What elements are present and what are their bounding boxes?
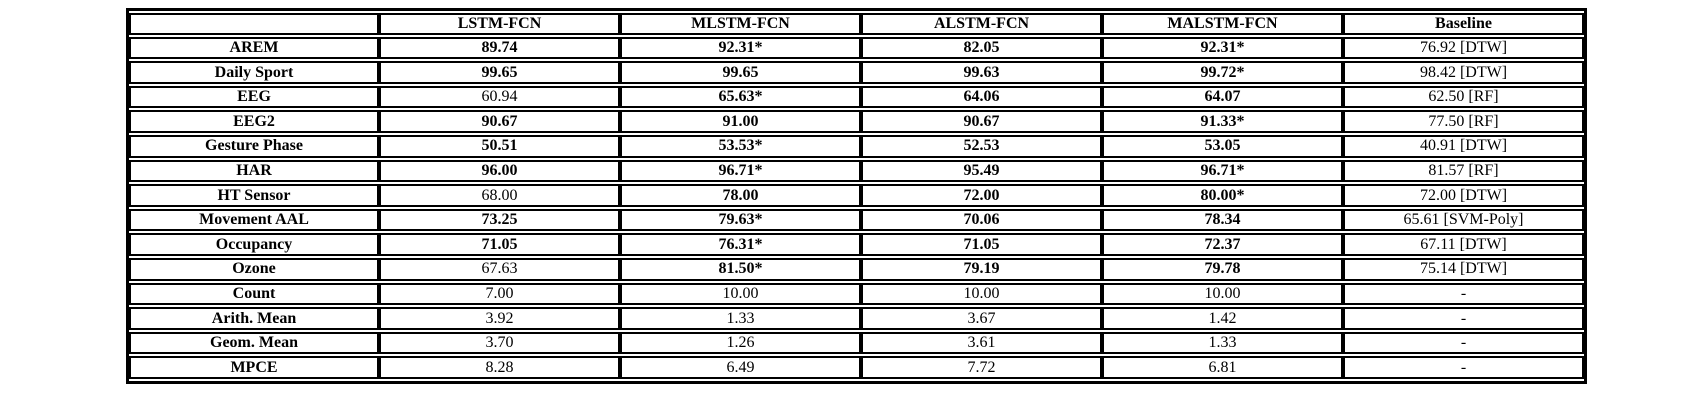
table-row [129,307,1584,330]
value-cell: 3.70 [379,332,620,355]
value-cell: 50.51 [379,135,620,158]
baseline-cell: - [1343,356,1584,379]
table-row [129,61,1584,84]
row-label: EEG2 [129,110,379,133]
value-cell: 71.05 [861,233,1102,256]
value-cell: 78.34 [1102,209,1343,232]
value-cell: 10.00 [861,283,1102,306]
value-cell: 99.72* [1102,61,1343,84]
value-cell: 99.63 [861,61,1102,84]
table-row [129,283,1584,306]
value-cell: 90.67 [861,110,1102,133]
results-table-container [126,8,1587,384]
row-label: Occupancy [129,233,379,256]
row-label: Daily Sport [129,61,379,84]
baseline-cell: - [1343,307,1584,330]
value-cell: 6.49 [620,356,861,379]
value-cell: 53.53* [620,135,861,158]
baseline-cell: 40.91 [DTW] [1343,135,1584,158]
baseline-cell: 67.11 [DTW] [1343,233,1584,256]
row-label: HAR [129,160,379,183]
value-cell: 91.00 [620,110,861,133]
baseline-cell: 76.92 [DTW] [1343,37,1584,60]
table-row [129,209,1584,232]
value-cell: 67.63 [379,258,620,281]
column-header-alstm-fcn: ALSTM-FCN [861,13,1102,35]
value-cell: 1.33 [1102,332,1343,355]
value-cell: 1.26 [620,332,861,355]
value-cell: 91.33* [1102,110,1343,133]
value-cell: 99.65 [620,61,861,84]
table-row [129,37,1584,60]
value-cell: 7.00 [379,283,620,306]
value-cell: 3.61 [861,332,1102,355]
value-cell: 78.00 [620,184,861,207]
value-cell: 7.72 [861,356,1102,379]
value-cell: 79.78 [1102,258,1343,281]
table-row [129,110,1584,133]
value-cell: 52.53 [861,135,1102,158]
column-header-lstm-fcn: LSTM-FCN [379,13,620,35]
value-cell: 79.63* [620,209,861,232]
column-header-malstm-fcn: MALSTM-FCN [1102,13,1343,35]
value-cell: 1.42 [1102,307,1343,330]
table-row [129,135,1584,158]
row-label: Ozone [129,258,379,281]
row-label: Arith. Mean [129,307,379,330]
value-cell: 96.00 [379,160,620,183]
value-cell: 3.67 [861,307,1102,330]
baseline-cell: 75.14 [DTW] [1343,258,1584,281]
row-label: EEG [129,86,379,109]
value-cell: 65.63* [620,86,861,109]
value-cell: 64.07 [1102,86,1343,109]
baseline-cell: 65.61 [SVM-Poly] [1343,209,1584,232]
value-cell: 60.94 [379,86,620,109]
value-cell: 10.00 [620,283,861,306]
value-cell: 10.00 [1102,283,1343,306]
baseline-cell: 72.00 [DTW] [1343,184,1584,207]
value-cell: 80.00* [1102,184,1343,207]
corner-cell [129,13,379,35]
table-row [129,356,1584,379]
value-cell: 6.81 [1102,356,1343,379]
value-cell: 76.31* [620,233,861,256]
baseline-cell: - [1343,332,1584,355]
row-label: HT Sensor [129,184,379,207]
value-cell: 96.71* [620,160,861,183]
value-cell: 64.06 [861,86,1102,109]
baseline-cell: 98.42 [DTW] [1343,61,1584,84]
value-cell: 99.65 [379,61,620,84]
row-label: Geom. Mean [129,332,379,355]
table-row [129,332,1584,355]
column-header-mlstm-fcn: MLSTM-FCN [620,13,861,35]
table-row [129,184,1584,207]
header-row [129,13,1584,35]
table-row [129,160,1584,183]
value-cell: 96.71* [1102,160,1343,183]
value-cell: 68.00 [379,184,620,207]
column-header-baseline: Baseline [1343,13,1584,35]
row-label: Count [129,283,379,306]
table-row [129,233,1584,256]
results-table [126,8,1587,384]
row-label: MPCE [129,356,379,379]
value-cell: 73.25 [379,209,620,232]
baseline-cell: 77.50 [RF] [1343,110,1584,133]
value-cell: 92.31* [1102,37,1343,60]
value-cell: 72.00 [861,184,1102,207]
value-cell: 71.05 [379,233,620,256]
value-cell: 89.74 [379,37,620,60]
row-label: Gesture Phase [129,135,379,158]
value-cell: 8.28 [379,356,620,379]
baseline-cell: 62.50 [RF] [1343,86,1584,109]
value-cell: 92.31* [620,37,861,60]
value-cell: 95.49 [861,160,1102,183]
value-cell: 3.92 [379,307,620,330]
value-cell: 53.05 [1102,135,1343,158]
value-cell: 79.19 [861,258,1102,281]
row-label: AREM [129,37,379,60]
value-cell: 82.05 [861,37,1102,60]
table-row [129,86,1584,109]
row-label: Movement AAL [129,209,379,232]
baseline-cell: 81.57 [RF] [1343,160,1584,183]
baseline-cell: - [1343,283,1584,306]
table-row [129,258,1584,281]
value-cell: 90.67 [379,110,620,133]
value-cell: 81.50* [620,258,861,281]
value-cell: 1.33 [620,307,861,330]
value-cell: 72.37 [1102,233,1343,256]
value-cell: 70.06 [861,209,1102,232]
